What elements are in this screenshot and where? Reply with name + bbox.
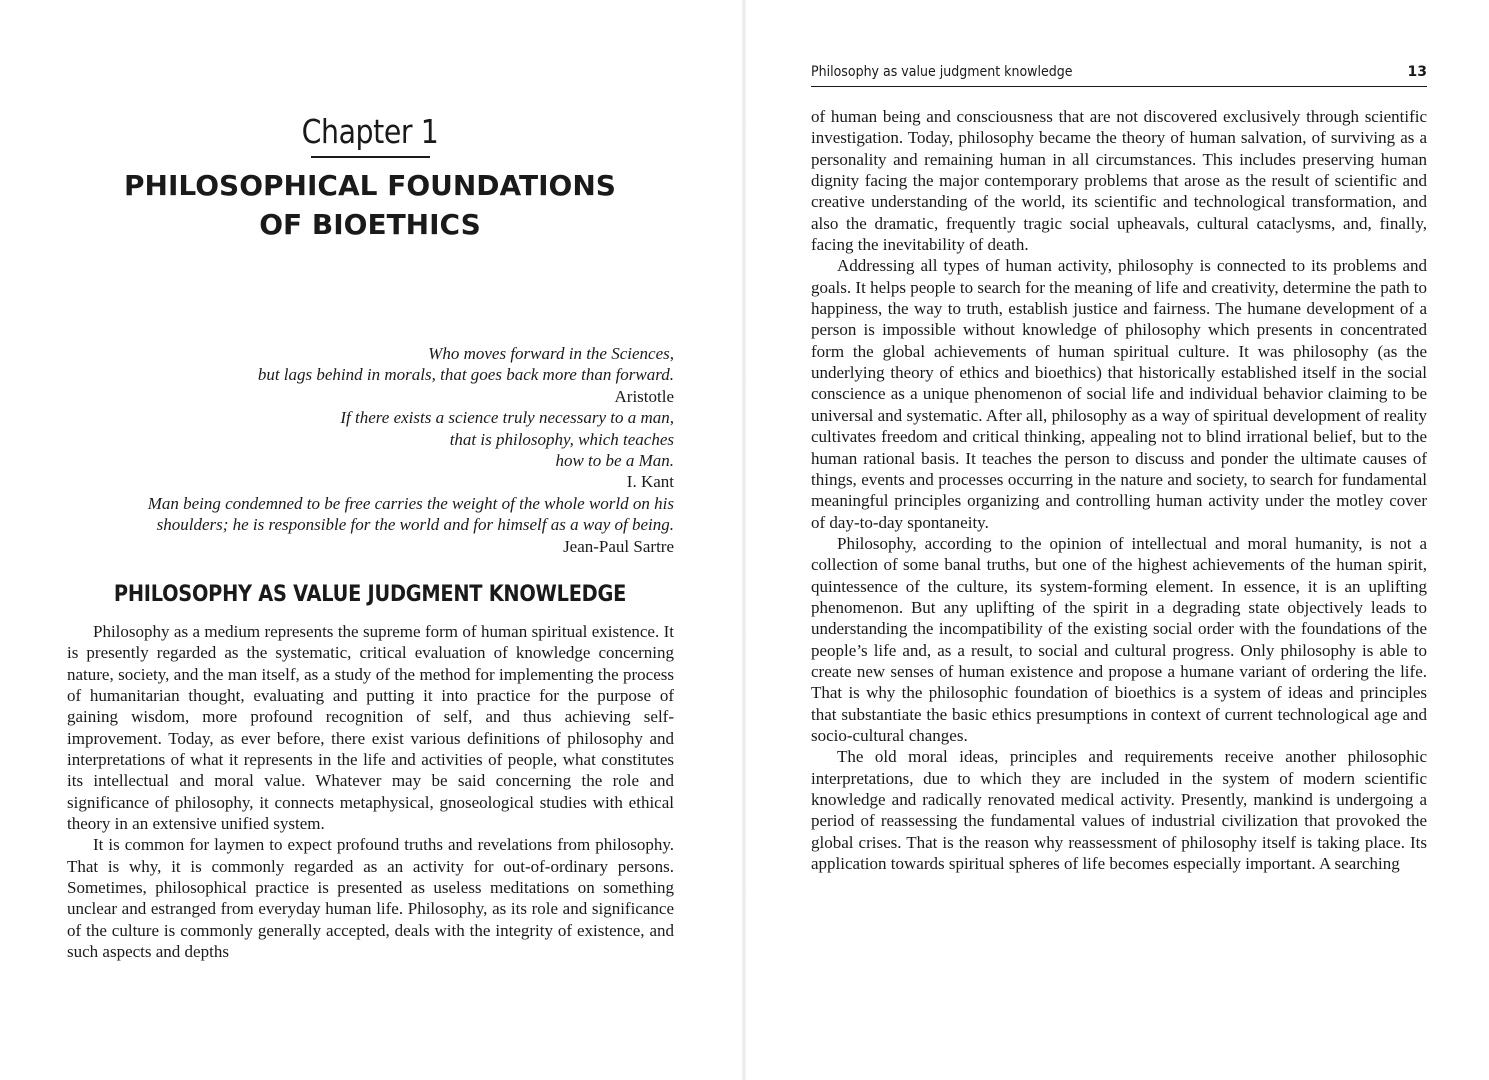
- left-page: [0, 0, 744, 1080]
- epigraph-line: Who moves forward in the Sciences,: [428, 344, 674, 363]
- chapter-label: Chapter 1: [301, 112, 439, 151]
- epigraph-line: Man being condemned to be free carries the weight of the whole world on his: [147, 493, 674, 513]
- epigraph-author: I. Kant: [626, 472, 674, 492]
- epigraph-sartre: [100, 493, 674, 557]
- epigraph-kant: [100, 407, 674, 493]
- epigraphs: [100, 343, 674, 557]
- running-head-rule: [811, 86, 1427, 87]
- right-body-text: [811, 106, 1427, 874]
- epigraph-aristotle: [100, 343, 674, 407]
- chapter-underline: [311, 156, 430, 158]
- section-heading: PHILOSOPHY AS VALUE JUDGMENT KNOWLEDGE: [113, 582, 627, 607]
- paragraph: It is common for laymen to expect profound truths and revelations from philosophy. That is why, it is commonly regarded as an activity for out-of-ordinary persons. Sometimes, philosophical practice is presented as useless meditations on something unclear and estranged from everyday human life. Philosophy, as its role and significance of the culture is commonly generally accepted, deals with the integrity of existence, and such aspects and depths: [67, 835, 674, 962]
- epigraph-line: shoulders; he is responsible for the world and for himself as a way of being.: [156, 515, 674, 535]
- epigraph-author: Aristotle: [614, 386, 674, 406]
- paragraph: The old moral ideas, principles and requirements receive another philosophic interpretations, due to which they are included in the system of modern scientific knowledge and radically renovated medical activity. Presently, mankind is undergoing a period of reassessing the fundamental values of industrial civilization that provoked the global crises. That is the reason why reassessment of philosophy itself is taking place. Its application towards spiritual spheres of life becomes especially important. A searching: [811, 747, 1427, 874]
- page-number: 13: [1407, 64, 1427, 80]
- chapter-title-line-2: OF BIOETHICS: [259, 208, 481, 241]
- paragraph: Philosophy as a medium represents the supreme form of human spiritual existence. It is presently regarded as the systematic, critical evaluation of knowledge concerning nature, society, and the man itself, as a study of the method for implementing the process of humanitarian thought, evaluating and putting it into practice for the purpose of gaining wisdom, more profound recognition of self, and thus achieving self-improvement. Today, as ever before, there exist various definitions of philosophy and interpretations of what it represents in the life and activities of people, what constitutes its intellectual and moral value. Whatever may be said concerning the role and significance of philosophy, it connects metaphysical, gnoseological studies with ethical theory in an extensive unified system.: [67, 622, 674, 834]
- chapter-title-line-1: PHILOSOPHICAL FOUNDATIONS: [124, 169, 616, 202]
- running-head-title: Philosophy as value judgment knowledge: [811, 64, 1073, 80]
- paragraph: of human being and consciousness that are not discovered exclusively through scientific investigation. Today, philosophy became the theory of human salvation, of surviving as a personality and remaining human in all circumstances. This includes preserving human dignity facing the major contemporary problems that arose as the result of scientific and creative understanding of the world, its scientific and technological transformation, and also the dramatic, frequently tragic social upheavals, cultural cataclysms, and, finally, facing the inevitability of death.: [811, 107, 1427, 255]
- chapter-title: [60, 166, 680, 244]
- epigraph-line: that is philosophy, which teaches: [449, 429, 674, 449]
- epigraph-line: how to be a Man.: [555, 451, 674, 471]
- epigraph-line: but lags behind in morals, that goes back more than forward.: [257, 365, 674, 385]
- left-body-text: [67, 621, 674, 963]
- book-gutter: [742, 0, 746, 1080]
- paragraph: Addressing all types of human activity, philosophy is connected to its problems and goals. It helps people to search for the meaning of life and creativity, determine the path to happiness, the way to truth, establish justice and fairness. The humane development of a person is impossible without knowledge of philosophy which presents in concentrated form the global achievements of human spiritual culture. It was philosophy (as the underlying theory of ethics and bioethics) that historically established itself in the social conscience as a unique phenomenon of social life and individual behavior claiming to be universal and systematic. After all, philosophy as a way of spiritual development of reality cultivates freedom and critical thinking, appealing not to blind irrational belief, but to the human rational basis. It teaches the person to discuss and ponder the ultimate causes of things, events and processes occurring in the nature and society, to search for fundamental meaningful principles organizing and controlling human activity under the motley cover of day-to-day spontaneity.: [811, 256, 1427, 532]
- epigraph-author: Jean-Paul Sartre: [563, 536, 674, 556]
- epigraph-line: If there exists a science truly necessary to a man,: [340, 408, 674, 428]
- paragraph: Philosophy, according to the opinion of intellectual and moral humanity, is not a collection of some banal truths, but one of the highest achievements of the human spirit, quintessence of the culture, its system-forming element. In essence, it is an uplifting phenomenon. But any uplifting of the spirit in a degrading state objectively leads to understanding the incompatibility of the existing social order with the foundations of the people’s life and, as a result, to social and cultural progress. Only philosophy is able to create new senses of human existence and propose a humane variant of ordering the life. That is why the philosophic foundation of bioethics is a system of ideas and principles that substantiate the basic ethics presumptions in context of current technological age and socio-cultural changes.: [811, 533, 1427, 745]
